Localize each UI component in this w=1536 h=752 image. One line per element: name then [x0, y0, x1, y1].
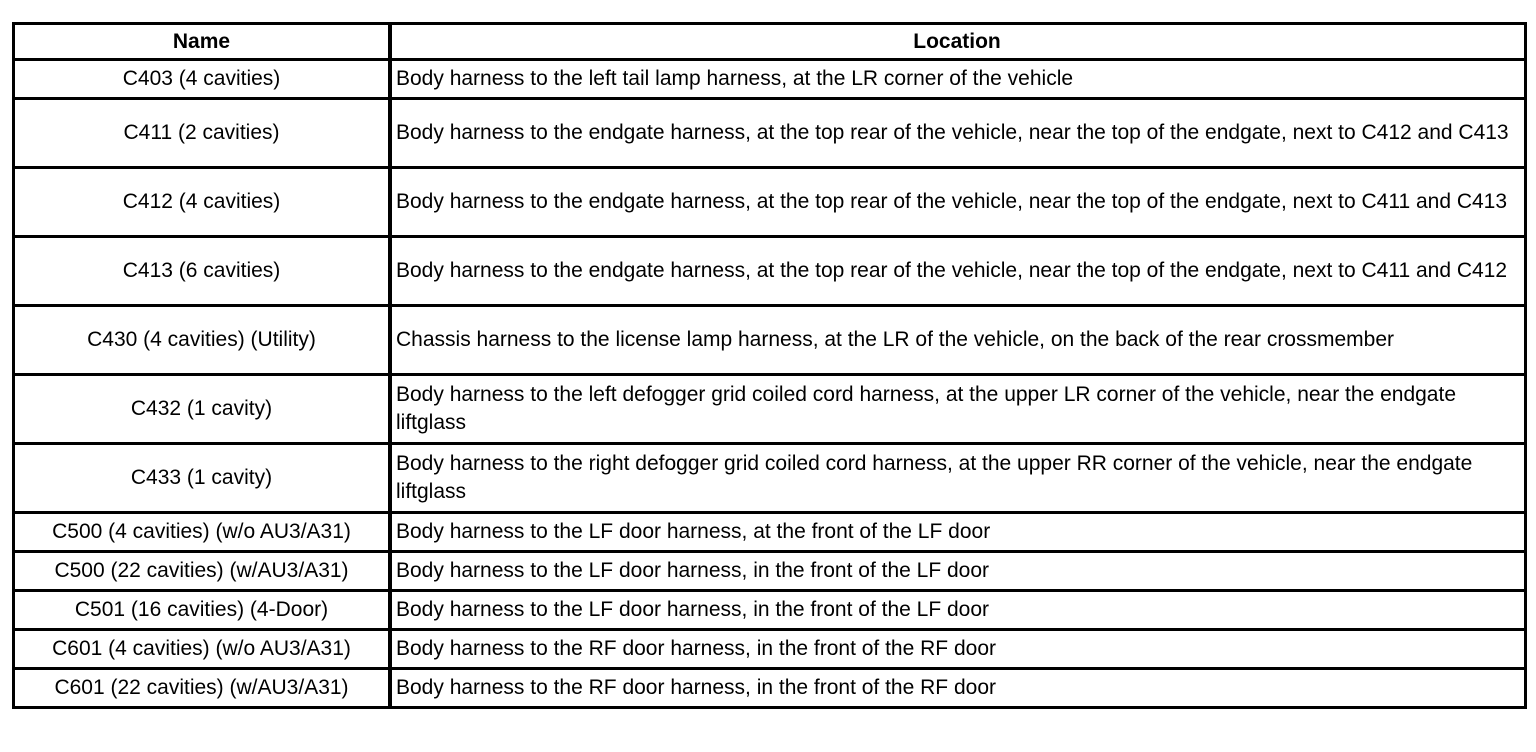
connector-location-cell: Body harness to the left defogger grid coiled cord harness, at the upper LR corner of the vehicle, near the endgate liftglass: [392, 376, 1524, 442]
connector-location-cell: Body harness to the left tail lamp harness, at the LR corner of the vehicle: [392, 61, 1524, 97]
connector-name-cell: C500 (22 cavities) (w/AU3/A31): [15, 553, 388, 589]
connector-name-cell: C601 (4 cavities) (w/o AU3/A31): [15, 631, 388, 667]
connector-location-cell: Body harness to the endgate harness, at the top rear of the vehicle, near the top of the endgate, next to C412 and C413: [392, 100, 1524, 166]
table-row: [15, 631, 1524, 667]
column-header-name: Name: [15, 25, 388, 58]
table-row: [15, 514, 1524, 550]
table-row: [15, 445, 1524, 511]
connector-name-cell: C501 (16 cavities) (4-Door): [15, 592, 388, 628]
connector-table: [12, 22, 1527, 709]
table-row: [15, 553, 1524, 589]
connector-name-cell: C601 (22 cavities) (w/AU3/A31): [15, 670, 388, 706]
connector-name-cell: C430 (4 cavities) (Utility): [15, 307, 388, 373]
connector-name-cell: C413 (6 cavities): [15, 238, 388, 304]
connector-location-cell: Body harness to the RF door harness, in the front of the RF door: [392, 670, 1524, 706]
table-row: [15, 670, 1524, 706]
connector-name-cell: C433 (1 cavity): [15, 445, 388, 511]
table-row: [15, 376, 1524, 442]
connector-location-cell: Body harness to the RF door harness, in the front of the RF door: [392, 631, 1524, 667]
connector-location-cell: Chassis harness to the license lamp harness, at the LR of the vehicle, on the back of the rear crossmember: [392, 307, 1524, 373]
table-row: [15, 592, 1524, 628]
connector-location-cell: Body harness to the right defogger grid coiled cord harness, at the upper RR corner of the vehicle, near the endgate liftglass: [392, 445, 1524, 511]
connector-location-cell: Body harness to the LF door harness, at the front of the LF door: [392, 514, 1524, 550]
table-row: [15, 238, 1524, 304]
table-header-row: [15, 25, 1524, 58]
connector-location-cell: Body harness to the LF door harness, in the front of the LF door: [392, 592, 1524, 628]
connector-name-cell: C412 (4 cavities): [15, 169, 388, 235]
column-header-location: Location: [392, 25, 1524, 58]
table-row: [15, 169, 1524, 235]
connector-name-cell: C432 (1 cavity): [15, 376, 388, 442]
connector-name-cell: C403 (4 cavities): [15, 61, 388, 97]
table-row: [15, 61, 1524, 97]
connector-location-cell: Body harness to the LF door harness, in the front of the LF door: [392, 553, 1524, 589]
table-row: [15, 307, 1524, 373]
table-row: [15, 100, 1524, 166]
connector-name-cell: C500 (4 cavities) (w/o AU3/A31): [15, 514, 388, 550]
connector-location-cell: Body harness to the endgate harness, at the top rear of the vehicle, near the top of the endgate, next to C411 and C412: [392, 238, 1524, 304]
connector-name-cell: C411 (2 cavities): [15, 100, 388, 166]
connector-location-cell: Body harness to the endgate harness, at the top rear of the vehicle, near the top of the endgate, next to C411 and C413: [392, 169, 1524, 235]
